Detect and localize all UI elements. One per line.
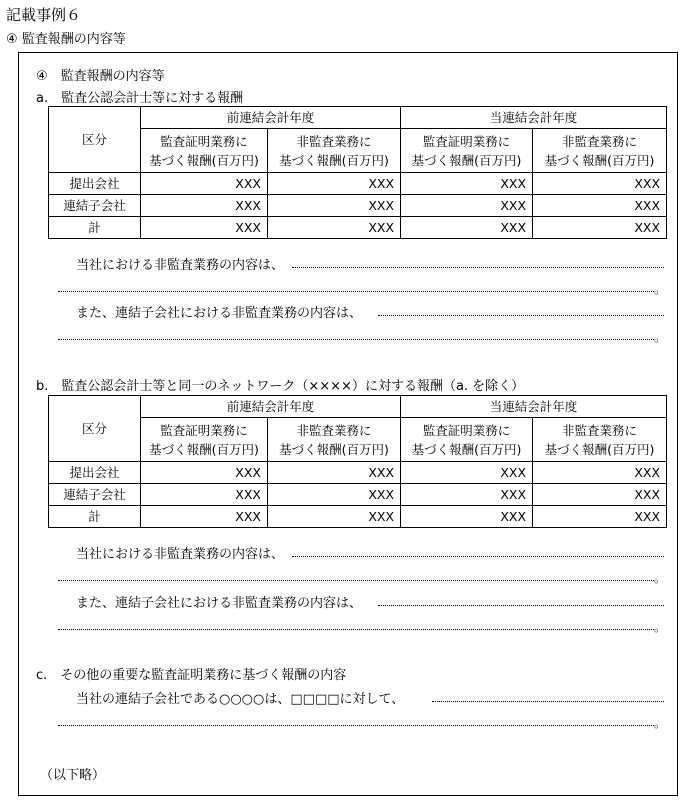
table-cell: XXX <box>141 462 268 484</box>
section-b-line1-text: 当社における非監査業務の内容は、 <box>76 547 285 562</box>
fill-in-line <box>58 339 654 340</box>
fill-in-line <box>292 556 664 557</box>
table-cell: XXX <box>141 217 268 239</box>
table-cell: XXX <box>533 484 667 506</box>
row-label: 提出会社 <box>49 173 141 195</box>
table-header-row <box>49 396 667 418</box>
table-cell: XXX <box>268 217 401 239</box>
subheader-nonaudit-curr: 非監査業務に 基づく報酬(百万円) <box>533 129 667 173</box>
fill-in-line <box>58 580 654 581</box>
table-row <box>49 173 667 195</box>
section-b-line2-text: また、連結子会社における非監査業務の内容は、 <box>76 596 363 611</box>
header-curr-year: 当連結会計年度 <box>401 107 667 129</box>
row-label: 提出会社 <box>49 462 141 484</box>
table-cell: XXX <box>533 195 667 217</box>
table-cell: XXX <box>533 217 667 239</box>
end-mark: 。 <box>654 571 667 585</box>
table-cell: XXX <box>401 195 533 217</box>
fill-in-line <box>378 315 664 316</box>
page-subtitle: ④ 監査報酬の内容等 <box>6 32 126 47</box>
header-prev-year: 前連結会計年度 <box>141 107 401 129</box>
fill-in-line <box>58 725 654 726</box>
section-a-line2-text: また、連結子会社における非監査業務の内容は、 <box>76 306 363 321</box>
section-b-label: b. 監査公認会計士等と同一のネットワーク（××××）に対する報酬（a. を除く） <box>36 379 525 394</box>
table-row <box>49 217 667 239</box>
row-label: 連結子会社 <box>49 484 141 506</box>
table-header-row <box>49 107 667 129</box>
table-row <box>49 195 667 217</box>
fill-in-line <box>58 291 654 292</box>
fill-in-line <box>58 629 654 630</box>
table-cell: XXX <box>268 484 401 506</box>
subheader-audit-prev: 監査証明業務に 基づく報酬(百万円) <box>141 418 268 462</box>
header-prev-year: 前連結会計年度 <box>141 396 401 418</box>
table-cell: XXX <box>533 173 667 195</box>
table-subheader-row <box>49 129 667 173</box>
table-subheader-row <box>49 418 667 462</box>
table-cell: XXX <box>401 462 533 484</box>
section-a-fee-table <box>48 106 667 239</box>
page-title: 記載事例６ <box>6 6 82 24</box>
table-cell: XXX <box>141 195 268 217</box>
subheader-audit-curr: 監査証明業務に 基づく報酬(百万円) <box>401 418 533 462</box>
row-label: 計 <box>49 217 141 239</box>
section-b-fee-table <box>48 395 667 528</box>
header-curr-year: 当連結会計年度 <box>401 396 667 418</box>
section-c-line1-text: 当社の連結子会社である○○○○は、□□□□に対して、 <box>76 692 405 707</box>
table-cell: XXX <box>268 195 401 217</box>
subheader-nonaudit-curr: 非監査業務に 基づく報酬(百万円) <box>533 418 667 462</box>
table-cell: XXX <box>401 506 533 528</box>
table-cell: XXX <box>268 506 401 528</box>
table-cell: XXX <box>141 484 268 506</box>
row-label: 計 <box>49 506 141 528</box>
end-mark: 。 <box>654 620 667 634</box>
subheader-nonaudit-prev: 非監査業務に 基づく報酬(百万円) <box>268 129 401 173</box>
table-cell: XXX <box>268 173 401 195</box>
subheader-audit-prev: 監査証明業務に 基づく報酬(百万円) <box>141 129 268 173</box>
table-row <box>49 484 667 506</box>
table-row <box>49 462 667 484</box>
table-cell: XXX <box>533 462 667 484</box>
table-cell: XXX <box>141 506 268 528</box>
section-c-label: c. その他の重要な監査証明業務に基づく報酬の内容 <box>36 668 347 683</box>
end-mark: 。 <box>654 282 667 296</box>
table-cell: XXX <box>533 506 667 528</box>
fill-in-line <box>378 605 664 606</box>
box-heading: ④ 監査報酬の内容等 <box>36 69 165 84</box>
header-category: 区分 <box>49 396 141 462</box>
table-cell: XXX <box>401 484 533 506</box>
header-category: 区分 <box>49 107 141 173</box>
subheader-audit-curr: 監査証明業務に 基づく報酬(百万円) <box>401 129 533 173</box>
table-cell: XXX <box>141 173 268 195</box>
fill-in-line <box>432 701 664 702</box>
row-label: 連結子会社 <box>49 195 141 217</box>
end-mark: 。 <box>654 330 667 344</box>
omitted-note: （以下略） <box>40 768 106 783</box>
table-row <box>49 506 667 528</box>
subheader-nonaudit-prev: 非監査業務に 基づく報酬(百万円) <box>268 418 401 462</box>
table-cell: XXX <box>268 462 401 484</box>
section-a-line1-text: 当社における非監査業務の内容は、 <box>76 258 285 273</box>
fill-in-line <box>292 267 664 268</box>
section-a-label: a. 監査公認会計士等に対する報酬 <box>36 91 244 106</box>
end-mark: 。 <box>654 716 667 730</box>
table-cell: XXX <box>401 173 533 195</box>
table-cell: XXX <box>401 217 533 239</box>
